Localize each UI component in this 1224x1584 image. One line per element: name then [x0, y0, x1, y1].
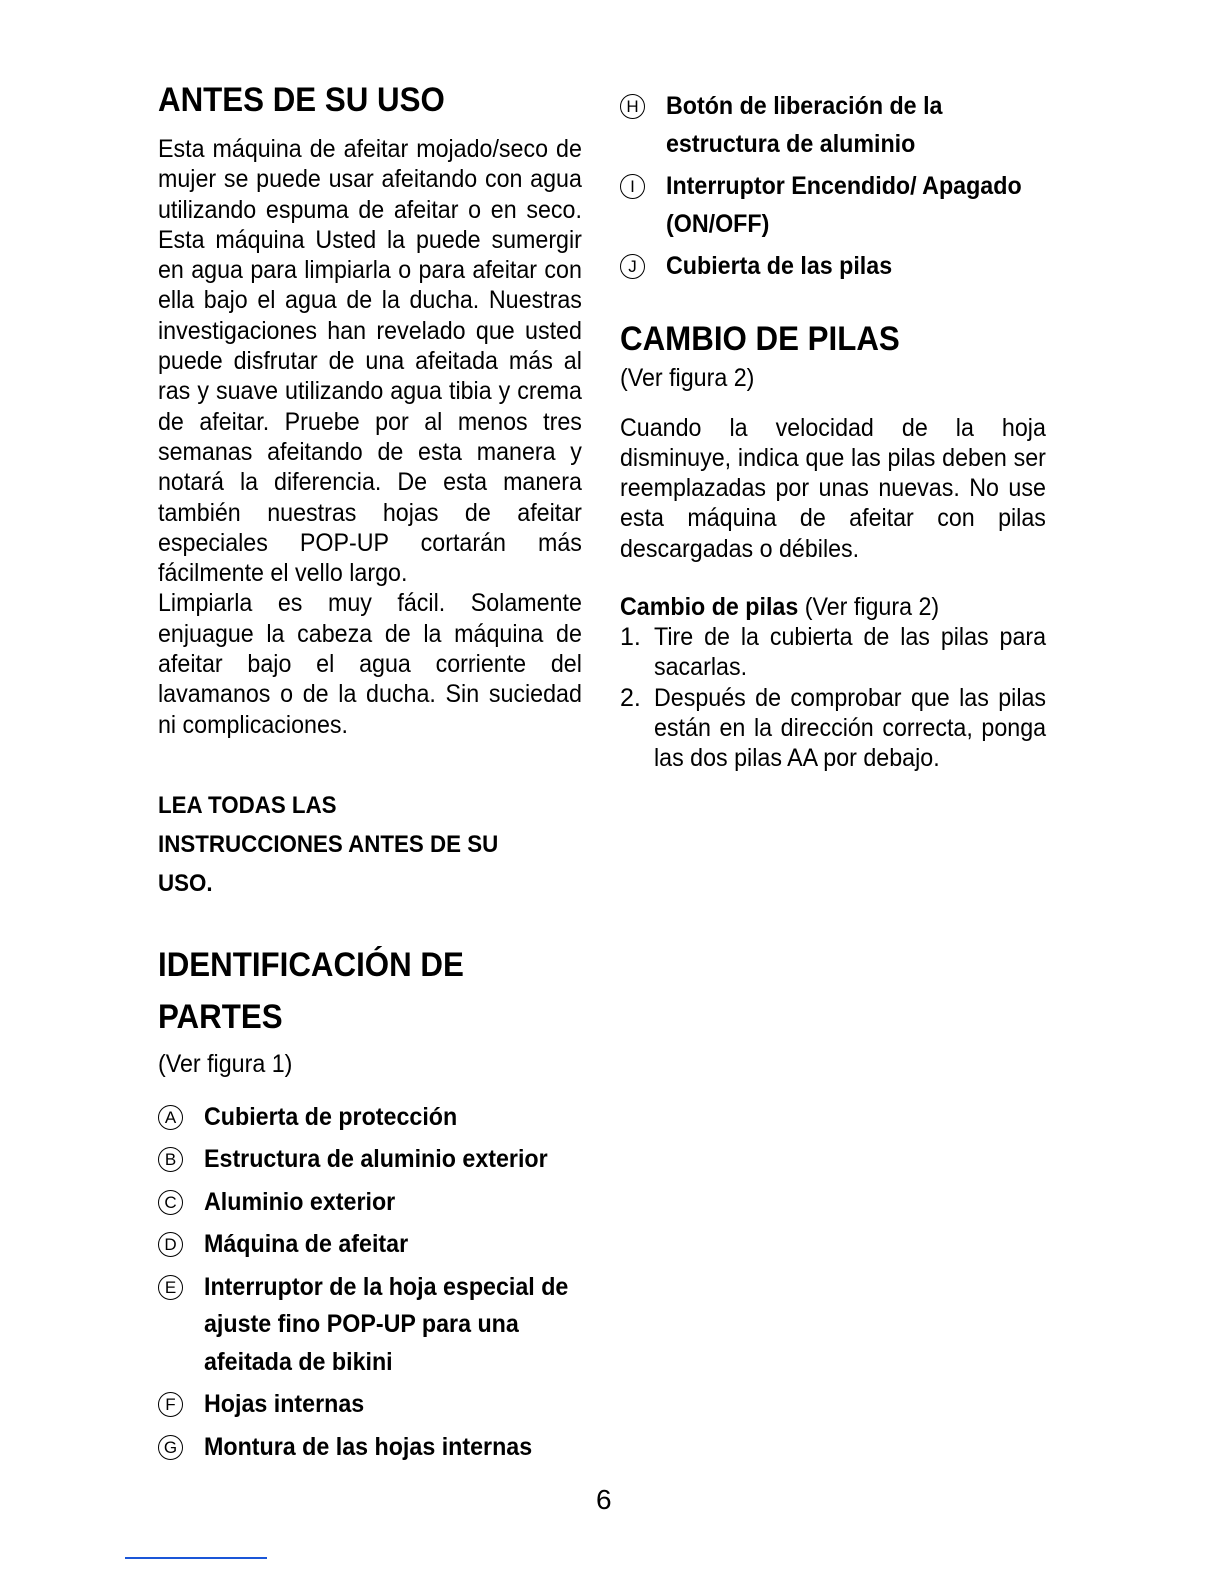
part-item [158, 1269, 584, 1382]
letter-badge: G [158, 1435, 183, 1460]
letter-badge: J [620, 254, 645, 279]
part-item [620, 168, 1048, 243]
bottom-rule [125, 1557, 267, 1559]
cambio-body: Cuando la velocidad de la hoja disminuye, indica que las pilas deben ser reemplazadas por unas nuevas. No use esta máquina de afeitar con pilas descargadas o débiles. [620, 413, 1046, 563]
ident-ref: (Ver figura 1) [158, 1049, 293, 1078]
right-column [620, 88, 1048, 773]
part-text: Cubierta de las pilas [666, 252, 893, 280]
part-text: Interruptor de la hoja especial de ajuste fino POP-UP para una afeitada de bikini [204, 1272, 569, 1376]
part-item [620, 88, 1048, 163]
ident-title-1: IDENTIFICACIÓN DE [158, 945, 464, 984]
part-text: Montura de las hojas internas [204, 1432, 533, 1461]
part-item [158, 1429, 584, 1467]
antes-title: ANTES DE SU USO [158, 81, 445, 119]
cambio-ref: (Ver figura 2) [620, 363, 755, 392]
warning-line-3: USO. [158, 869, 213, 897]
warning-line-2: INSTRUCCIONES ANTES DE SU [158, 830, 499, 858]
part-text: Aluminio exterior [204, 1187, 396, 1216]
step-number: 1. [620, 622, 641, 651]
antes-body-2: Limpiarla es muy fácil. Solamente enjuague la cabeza de la máquina de afeitar bajo el agua corriente del lavamanos o de la ducha. Sin suciedad ni complicaciones. [158, 589, 582, 739]
step-item [620, 683, 1048, 774]
parts-list-right [620, 88, 1048, 286]
parts-list-left [158, 1099, 584, 1467]
letter-badge: D [158, 1232, 183, 1257]
part-text: Interruptor Encendido/ Apagado (ON/OFF) [666, 172, 1022, 238]
step-number: 2. [620, 683, 641, 712]
steps-list [620, 622, 1048, 773]
cambio-subhead [620, 592, 1018, 622]
step-text: Después de comprobar que las pilas están en la dirección correcta, ponga las dos pilas AA por debajo. [654, 683, 1047, 773]
part-item [158, 1386, 584, 1424]
step-item [620, 622, 1048, 683]
letter-badge: E [158, 1275, 183, 1300]
part-text: Botón de liberación de la estructura de aluminio [666, 92, 943, 158]
letter-badge: F [158, 1392, 183, 1417]
letter-badge: C [158, 1190, 183, 1215]
letter-badge: A [158, 1105, 183, 1130]
part-item [158, 1099, 584, 1137]
part-text: Hojas internas [204, 1390, 365, 1419]
warning-line-1: LEA TODAS LAS [158, 791, 337, 819]
cambio-title: CAMBIO DE PILAS [620, 319, 900, 358]
page-number: 6 [596, 1484, 612, 1515]
part-item [158, 1226, 584, 1264]
part-item [158, 1141, 584, 1179]
ident-title-2: PARTES [158, 997, 283, 1036]
subhead-bold: Cambio de pilas [620, 592, 799, 621]
part-text: Cubierta de protección [204, 1102, 458, 1131]
part-text: Estructura de aluminio exterior [204, 1145, 548, 1174]
letter-badge: B [158, 1147, 183, 1172]
step-text: Tire de la cubierta de las pilas para sacarlas. [654, 622, 1047, 682]
antes-body: Esta máquina de afeitar mojado/seco de mujer se puede usar afeitando con agua utilizando espuma de afeitar o en seco. Esta máquina Usted la puede sumergir en agua para limpiarla o para afeitar con ella bajo el agua de la ducha. Nuestras investigaciones han revelado que usted puede disfrutar de una afeitada más al ras y suave utilizando agua tibia y crema de afeitar. Pruebe por al menos tres semanas afeitando de esta manera y notará la diferencia. De esta manera también nuestras hojas de afeitar especiales POP-UP cortarán más fácilmente el vello largo. [158, 135, 582, 588]
left-column [158, 80, 584, 1471]
part-item [620, 248, 1048, 286]
letter-badge: H [620, 94, 645, 119]
part-text: Máquina de afeitar [204, 1230, 409, 1259]
subhead-ref: (Ver figura 2) [798, 592, 940, 621]
part-item [158, 1184, 584, 1222]
letter-badge: I [620, 174, 645, 199]
